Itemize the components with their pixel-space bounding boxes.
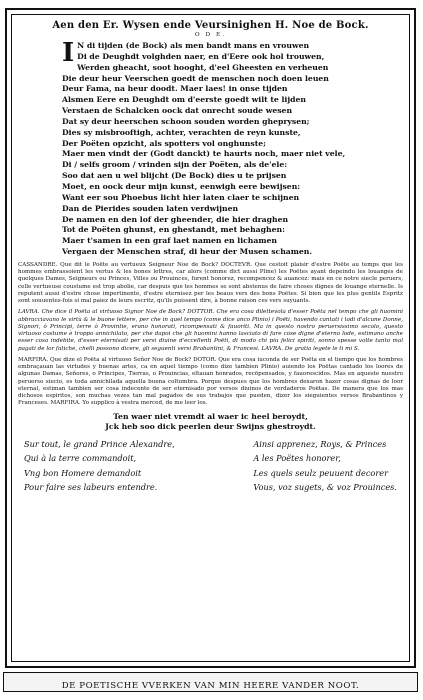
poem-line: Dat sy deur heerschen schoon souden worden gheprysen; xyxy=(62,116,310,126)
verse-line: Ainsi apprenez, Roys, & Princes xyxy=(253,438,387,449)
poem-line: Der Poëten opzicht, als spotters vol onghunste; xyxy=(62,138,266,148)
spanish-prose: MARFIRA. Que dize el Poëta al virtuoso Señor Noe de Bock? DOTOR. Que era cosa iuconda de ser Poëta en el tiempo que los hombres embraçauan las virtudes y buenas artes, ca en aquel tiempo (como dize tambien Plinio) auiendo los Poëtas cantado los loores de algunas Damas, Señores, o Principes, Tierras, o Prouincias, eltauan honrados, recōpensados, y fauorescidos. Mas en aqueste nuestro peruerso siecio, es toda annichilada aquella buena coltumbra. Porque despues que los hombres dexaron hazer cosas dignas de loor eternal, estiman tambien ser cosa indecente de ser eternisado por versos diuinos de verdaderos Poëtas. De manera que los mas dichosos espiritos, son muchas vezes tan mal pagados de sus trabajos que pueden, dizer los sieguientes versos Brabantinos y Franceses. MARFIRA. Yo supplico à vestra merced, de me leer los. xyxy=(18,356,403,407)
poem-line: Soo dat aen u wel blijcht (De Bock) dies u te prijsen xyxy=(62,171,287,181)
poem-line: Die deur heur Veerschen goedt de menschen noch doen leuen xyxy=(62,73,329,83)
french-verse-right xyxy=(253,437,397,495)
poem-line: Verstaen de Schalcken oock dat onrecht soude wesen xyxy=(62,106,293,116)
drop-cap: I xyxy=(62,38,75,68)
poem-line: Want eer sou Phoebus licht hier laten claer te schijnen xyxy=(62,192,300,202)
verse-line: Pour faire ses labeurs entendre. xyxy=(24,482,158,493)
italian-prose: LAVRA. Che dice il Poëta al virtuoso Signor Noe de Bock? DOTTOR. Che era cosa dilettevola d'esser Poëta nel tempo che gli huomini abbracciavano le virtù & le buone lettere, per che in quel tempo (come dice anco Plinio) i Poëti, havendo cantati i lodi d'alcune Donne, Signori, ò Principi, terre ò Provintie, erano honorati, ricompensati & fauoriti. Ma in questo nostro peruersissimo secolo, questo virtuoso costume è troppo annichilato, per che dapoi che gli huomini hanno lasciato di fare cose digne d'eterno lode, estimano anche esser cosa indebite, d'esser eternisati per versi diuine d'eccellenti Poëti, di modo chi piu felici spiriti, sonno spesse volte tanto mal pagati de lor fatiche, chelli possono dicere, gli seguenti versi Brabantini, & Francesi. LAVRA. De gratia legete le ti mi S. xyxy=(18,309,403,352)
verse-line: A les Poëtes honorer, xyxy=(253,453,341,464)
footer-text: DE POETISCHE VVERKEN VAN MIN HEERE VANDER NOOT. xyxy=(61,681,360,691)
poem-line: Alsmen Eere en Deughdt om d'eerste goedt wilt te lijden xyxy=(62,95,306,105)
verse-line: Vng bon Homere demandoit xyxy=(24,467,142,478)
dutch-couplet xyxy=(16,412,405,433)
poem-line: Deur Fama, na heur doodt. Maer laes! in onse tijden xyxy=(62,84,288,94)
poem-line: Maer men vindt der (Godt danckt) te haurts noch, maer niet vele, xyxy=(62,149,346,159)
french-prose: CASSANDRE. Que dit le Poëte au vertueux Seigneur Noe de Bock? DOCTEVR. Que cestoit plaisir d'estre Poëte au temps que les hommes embrassoient les vertus & les bones lettres, car alors (comme dict aussi Pline) les Poëtes ayant depeindu les louanges de quelques Dames, Seigneurs ou Princes, Villes ou Prouinces, furent honorez, recompencez & auancez: mais en ce notre siecle peruers, celle vertueuse coustume est trop abolie, car despuis que les hommes se sont abstenus de faire choses dignes de louange eternelle. Is reputent aussi d'estre chose impertinente, d'estre eternisez per les beaus vers des bons Poëtes. Si bien que les plus gentils Espritz sont souuentes-fois si mal paiez de leurs escritz, qu'ils puissent dire, à bonne raison ces vers suyuants. xyxy=(18,261,403,305)
ode-label: O D E. xyxy=(194,32,227,38)
french-verse-left xyxy=(24,437,175,495)
poem-line: Vergaen der Menschen straf, di heur der Musen schamen. xyxy=(62,247,313,257)
couplet-line: Jck heb soo dick peerlen deur Swijns ghestroydt. xyxy=(105,422,316,432)
poem-line: Maer t'samen in een graf laet namen en lichamen xyxy=(62,236,277,246)
page-content xyxy=(16,16,405,656)
verse-line: Vous, voz sugets, & voz Prouinces. xyxy=(253,482,397,493)
poem-line: Dan de Pierides souden laten verdwijnen xyxy=(62,203,239,213)
poem-line: Di de Deughdt volghden naer, en d'Eere ook hol trouwen, xyxy=(77,51,325,61)
page-title: Aen den Er. Wysen ende Veursinighen H. Noe de Bock. xyxy=(52,20,369,31)
poem-line: N di tijden (de Bock) als men bandt mans en vrouwen xyxy=(77,41,310,50)
verse-line: Les quels seulz peuuent decorer xyxy=(253,467,389,478)
poem-line: Moet, en oock deur mijn kunst, eenwigh eere bewijsen: xyxy=(62,181,301,191)
footer-band xyxy=(3,672,418,692)
poem-line: Di / selfs groom / vrinden sijn der Poëten, als de'ele: xyxy=(62,160,288,170)
verse-line: Qui à la terre commandoit, xyxy=(24,453,137,464)
dutch-poem xyxy=(62,38,405,258)
poem-line: De namen en den lof der gheender, die hier draghen xyxy=(62,214,289,224)
verse-line: Sur tout, le grand Prince Alexandre, xyxy=(24,438,175,449)
french-verse xyxy=(16,437,405,495)
couplet-line: Ten waer niet vremdt al waer ic heel beroydt, xyxy=(113,411,308,421)
poem-line: Werden gheacht, soot hooght, d'eel Gheesten en verheuen xyxy=(77,62,329,72)
poem-line: Tot de Poëten ghunst, en ghestandt, met behaghen: xyxy=(62,225,285,235)
poem-line: Dies sy misbrooftigh, achter, verachten de reyn kunste, xyxy=(62,127,301,137)
